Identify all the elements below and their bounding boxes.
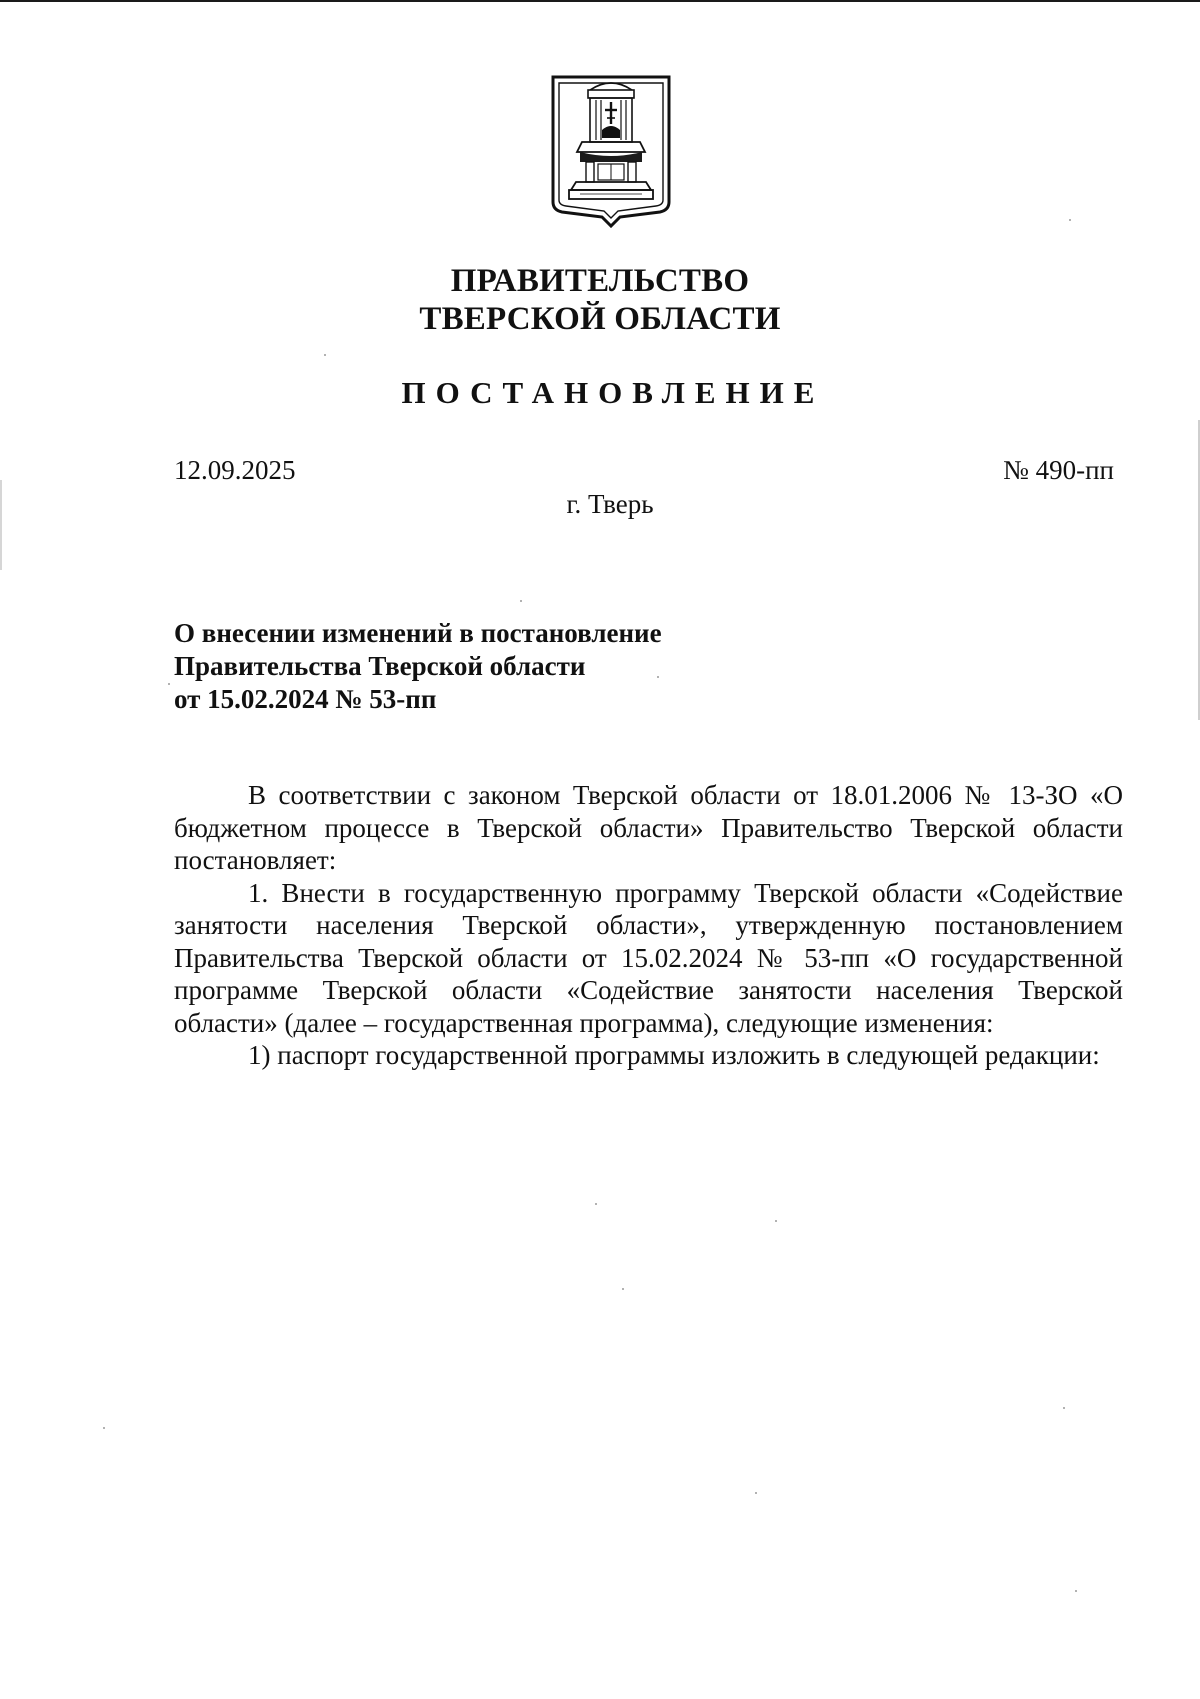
subject-line-3: от 15.02.2024 № 53-пп bbox=[174, 684, 437, 714]
scan-speck bbox=[1075, 1590, 1077, 1592]
body-paragraph: В соответствии с законом Тверской области от 18.01.2006 № 13-ЗО «О бюджетном процессе в Тверской области» Правительство Тверской области постановляет: bbox=[174, 780, 1123, 875]
scan-speck bbox=[657, 676, 659, 678]
scan-speck bbox=[755, 1492, 757, 1494]
document-body bbox=[174, 779, 1123, 1072]
scan-speck bbox=[622, 1288, 624, 1290]
scan-speck bbox=[595, 1203, 597, 1205]
scan-speck bbox=[1069, 219, 1071, 221]
scan-border-top bbox=[0, 0, 1200, 2]
scan-speck bbox=[520, 600, 522, 602]
document-date: 12.09.2025 bbox=[174, 455, 296, 485]
body-paragraph: 1. Внести в государственную программу Тверской области «Содействие занятости населения Тверской области», утвержденную постановлением Правительства Тверской области от 15.02.2024 № 53-пп «О государственной программе Тверской области «Содействие занятости населения Тверской области» (далее – государственная программа), следующие изменения: bbox=[174, 877, 1123, 1038]
issuing-authority-line-1: ПРАВИТЕЛЬСТВО bbox=[450, 263, 750, 299]
scan-speck bbox=[324, 354, 326, 356]
document-city: г. Тверь bbox=[566, 489, 654, 519]
scan-speck bbox=[103, 1427, 105, 1429]
scan-speck bbox=[168, 683, 170, 685]
tver-oblast-coat-of-arms-icon bbox=[550, 74, 672, 228]
scan-speck bbox=[1063, 1407, 1065, 1409]
subject-line-1: О внесении изменений в постановление bbox=[174, 618, 662, 648]
document-number: № 490-пп bbox=[1003, 455, 1114, 485]
document-type: ПОСТАНОВЛЕНИЕ bbox=[401, 375, 825, 410]
issuing-authority-line-2: ТВЕРСКОЙ ОБЛАСТИ bbox=[419, 301, 781, 337]
subject-line-2: Правительства Тверской области bbox=[174, 651, 586, 681]
issuing-authority bbox=[0, 262, 1200, 338]
scan-speck bbox=[775, 1220, 777, 1222]
document-subject bbox=[174, 617, 662, 716]
body-paragraph: 1) паспорт государственной программы изложить в следующей редакции: bbox=[248, 1040, 1100, 1070]
